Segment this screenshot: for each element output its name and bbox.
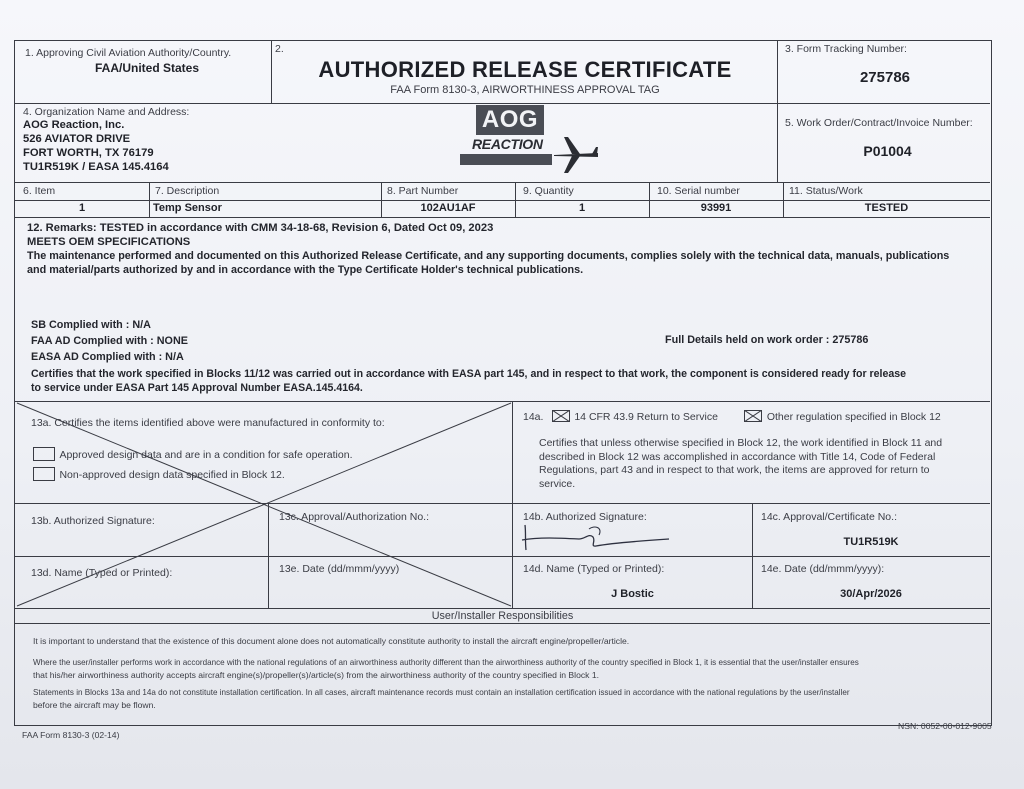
work-order-number: P01004 bbox=[863, 143, 912, 159]
other-regulation-label: Other regulation specified in Block 12 bbox=[766, 411, 941, 423]
responsibilities-p2 bbox=[33, 657, 988, 681]
block4 bbox=[23, 106, 443, 174]
header-quantity: 9. Quantity bbox=[523, 185, 574, 197]
responsibilities-p1: It is important to understand that the existence of this document alone does not automatically constitute authority to install the aircraft engine/propeller/article. bbox=[33, 636, 630, 646]
divider bbox=[15, 623, 990, 624]
signer-name: J Bostic bbox=[611, 588, 654, 600]
sb-complied: SB Complied with : N/A bbox=[31, 319, 151, 331]
block14a-text: Certifies that unless otherwise specified in Block 12, the work identified in Block 11 and bbox=[539, 437, 943, 449]
approval-certificate-number: TU1R519K bbox=[843, 536, 899, 548]
block13a-option-approved bbox=[33, 445, 353, 463]
header-part-number: 8. Part Number bbox=[387, 185, 459, 197]
block13b-label: 13b. Authorized Signature: bbox=[31, 515, 155, 527]
responsibilities-line: that his/her airworthiness authority accepts aircraft engine(s)/propeller(s)/article(s) from the airworthiness authority of the country specified in Block 1. bbox=[33, 670, 599, 680]
block3 bbox=[785, 43, 985, 86]
org-certificate-numbers: TU1R519K / EASA 145.4164 bbox=[23, 161, 169, 173]
header-description: 7. Description bbox=[155, 185, 220, 197]
approved-design-label: Approved design data and are in a condition for safe operation. bbox=[59, 449, 353, 461]
form-tracking-number: 275786 bbox=[859, 69, 911, 86]
nsn-footer: NSN: 0052-00-012-9005 bbox=[898, 721, 992, 731]
cfr-43-9-label: 14 CFR 43.9 Return to Service bbox=[574, 411, 718, 423]
header-item: 6. Item bbox=[23, 185, 56, 197]
item-description: Temp Sensor bbox=[153, 202, 222, 214]
airplane-icon bbox=[552, 135, 600, 175]
divider bbox=[15, 103, 990, 104]
block14a-statement bbox=[539, 437, 984, 491]
form-number-footer: FAA Form 8130-3 (02-14) bbox=[22, 730, 120, 740]
block1 bbox=[25, 47, 269, 75]
logo-aog: AOG bbox=[476, 105, 544, 135]
remarks-line: MEETS OEM SPECIFICATIONS bbox=[27, 236, 191, 248]
form-subtitle: FAA Form 8130-3, AIRWORTHINESS APPROVAL TAG bbox=[390, 84, 660, 96]
compliance-list bbox=[31, 317, 431, 365]
cfr-43-9-checkbox[interactable] bbox=[552, 410, 570, 422]
org-address-city: FORT WORTH, TX 76179 bbox=[23, 147, 154, 159]
block13d-label: 13d. Name (Typed or Printed): bbox=[31, 567, 173, 579]
block3-label: 3. Form Tracking Number: bbox=[785, 43, 907, 55]
header-status-work: 11. Status/Work bbox=[789, 185, 863, 197]
divider bbox=[777, 41, 778, 182]
block12-remarks bbox=[27, 221, 987, 277]
logo-stripe bbox=[460, 154, 552, 165]
block2 bbox=[275, 43, 775, 96]
block14b-label: 14b. Authorized Signature: bbox=[523, 511, 647, 523]
divider bbox=[15, 200, 990, 201]
easa-cert-line: Certifies that the work specified in Blocks 11/12 was carried out in accordance with EASA part 145, and in respect to that work, the component is considered ready for release bbox=[31, 368, 907, 380]
org-name: AOG Reaction, Inc. bbox=[23, 119, 125, 131]
block14e-label: 14e. Date (dd/mmm/yyyy): bbox=[761, 563, 885, 575]
authorized-release-certificate-form bbox=[14, 40, 992, 726]
block4-label: 4. Organization Name and Address: bbox=[23, 106, 190, 118]
block14a-options bbox=[523, 407, 988, 425]
divider bbox=[271, 41, 272, 103]
block13a-label: 13a. Certifies the items identified above were manufactured in conformity to: bbox=[31, 417, 385, 429]
org-address-street: 526 AVIATOR DRIVE bbox=[23, 133, 131, 145]
logo-reaction: REACTION bbox=[472, 136, 543, 152]
other-regulation-checkbox[interactable] bbox=[744, 410, 762, 422]
item-quantity: 1 bbox=[578, 202, 586, 214]
item-serial-number: 93991 bbox=[700, 202, 732, 214]
block14d-label: 14d. Name (Typed or Printed): bbox=[523, 563, 665, 575]
divider bbox=[15, 182, 990, 183]
easa-ad-complied: EASA AD Complied with : N/A bbox=[31, 351, 184, 363]
header-serial-number: 10. Serial number bbox=[657, 185, 740, 197]
item-number: 1 bbox=[78, 202, 86, 214]
block5 bbox=[785, 117, 990, 159]
divider bbox=[149, 182, 150, 217]
form-title: AUTHORIZED RELEASE CERTIFICATE bbox=[318, 57, 732, 82]
block14a-text: Regulations, part 43 and in respect to that work, the items are approved for return to bbox=[539, 464, 930, 476]
block14a-text: described in Block 12 was accomplished in accordance with Title 14, Code of Federal bbox=[539, 450, 936, 463]
authorized-signature bbox=[519, 519, 689, 555]
responsibilities-title: User/Installer Responsibilities bbox=[431, 610, 574, 622]
block1-label: 1. Approving Civil Aviation Authority/Country. bbox=[25, 47, 232, 59]
block14a-text: service. bbox=[539, 477, 576, 490]
responsibilities-line: Where the user/installer performs work in accordance with the national regulations of an airworthiness authority different than the airworthiness authority of the country specified in Block 1, it is essential that the user/installer ensures bbox=[33, 658, 859, 667]
faa-ad-complied: FAA AD Complied with : NONE bbox=[31, 335, 188, 347]
remarks-line: and material/parts authorized by and in accordance with the Type Certificate Holder's technical publications. bbox=[27, 264, 584, 276]
approved-design-checkbox[interactable] bbox=[33, 447, 55, 461]
block13a-option-nonapproved bbox=[33, 465, 285, 483]
block14c-label: 14c. Approval/Certificate No.: bbox=[761, 511, 897, 523]
block13e-label: 13e. Date (dd/mmm/yyyy) bbox=[279, 563, 400, 575]
responsibilities-p3 bbox=[33, 687, 988, 711]
block5-label: 5. Work Order/Contract/Invoice Number: bbox=[785, 117, 973, 129]
item-part-number: 102AU1AF bbox=[420, 202, 476, 214]
nonapproved-design-checkbox[interactable] bbox=[33, 467, 55, 481]
block14a-label: 14a. bbox=[523, 411, 544, 423]
divider bbox=[15, 608, 990, 609]
easa-certification bbox=[31, 367, 986, 395]
remarks-line: The maintenance performed and documented on this Authorized Release Certificate, and any supporting documents, complies solely with the technical data, manuals, publications bbox=[27, 250, 950, 262]
nonapproved-design-label: Non-approved design data specified in Block 12. bbox=[59, 469, 285, 481]
easa-cert-line: to service under EASA Part 145 Approval Number EASA.145.4164. bbox=[31, 382, 363, 394]
divider bbox=[15, 217, 990, 218]
remarks-line: 12. Remarks: TESTED in accordance with CMM 34-18-68, Revision 6, Dated Oct 09, 2023 bbox=[27, 222, 494, 234]
responsibilities-line: Statements in Blocks 13a and 14a do not constitute installation certification. In all cases, aircraft maintenance records must contain an installation certification issued in accordance with the national regulations by the user/installer bbox=[33, 688, 850, 697]
item-status: TESTED bbox=[864, 202, 909, 214]
responsibilities-line: before the aircraft may be flown. bbox=[33, 700, 156, 710]
approving-authority: FAA/United States bbox=[94, 61, 199, 75]
block2-label: 2. bbox=[275, 43, 284, 55]
full-details: Full Details held on work order : 275786 bbox=[665, 334, 869, 346]
block13c-label: 13c. Approval/Authorization No.: bbox=[279, 511, 430, 523]
aog-reaction-logo bbox=[460, 105, 610, 181]
release-date: 30/Apr/2026 bbox=[840, 588, 902, 600]
